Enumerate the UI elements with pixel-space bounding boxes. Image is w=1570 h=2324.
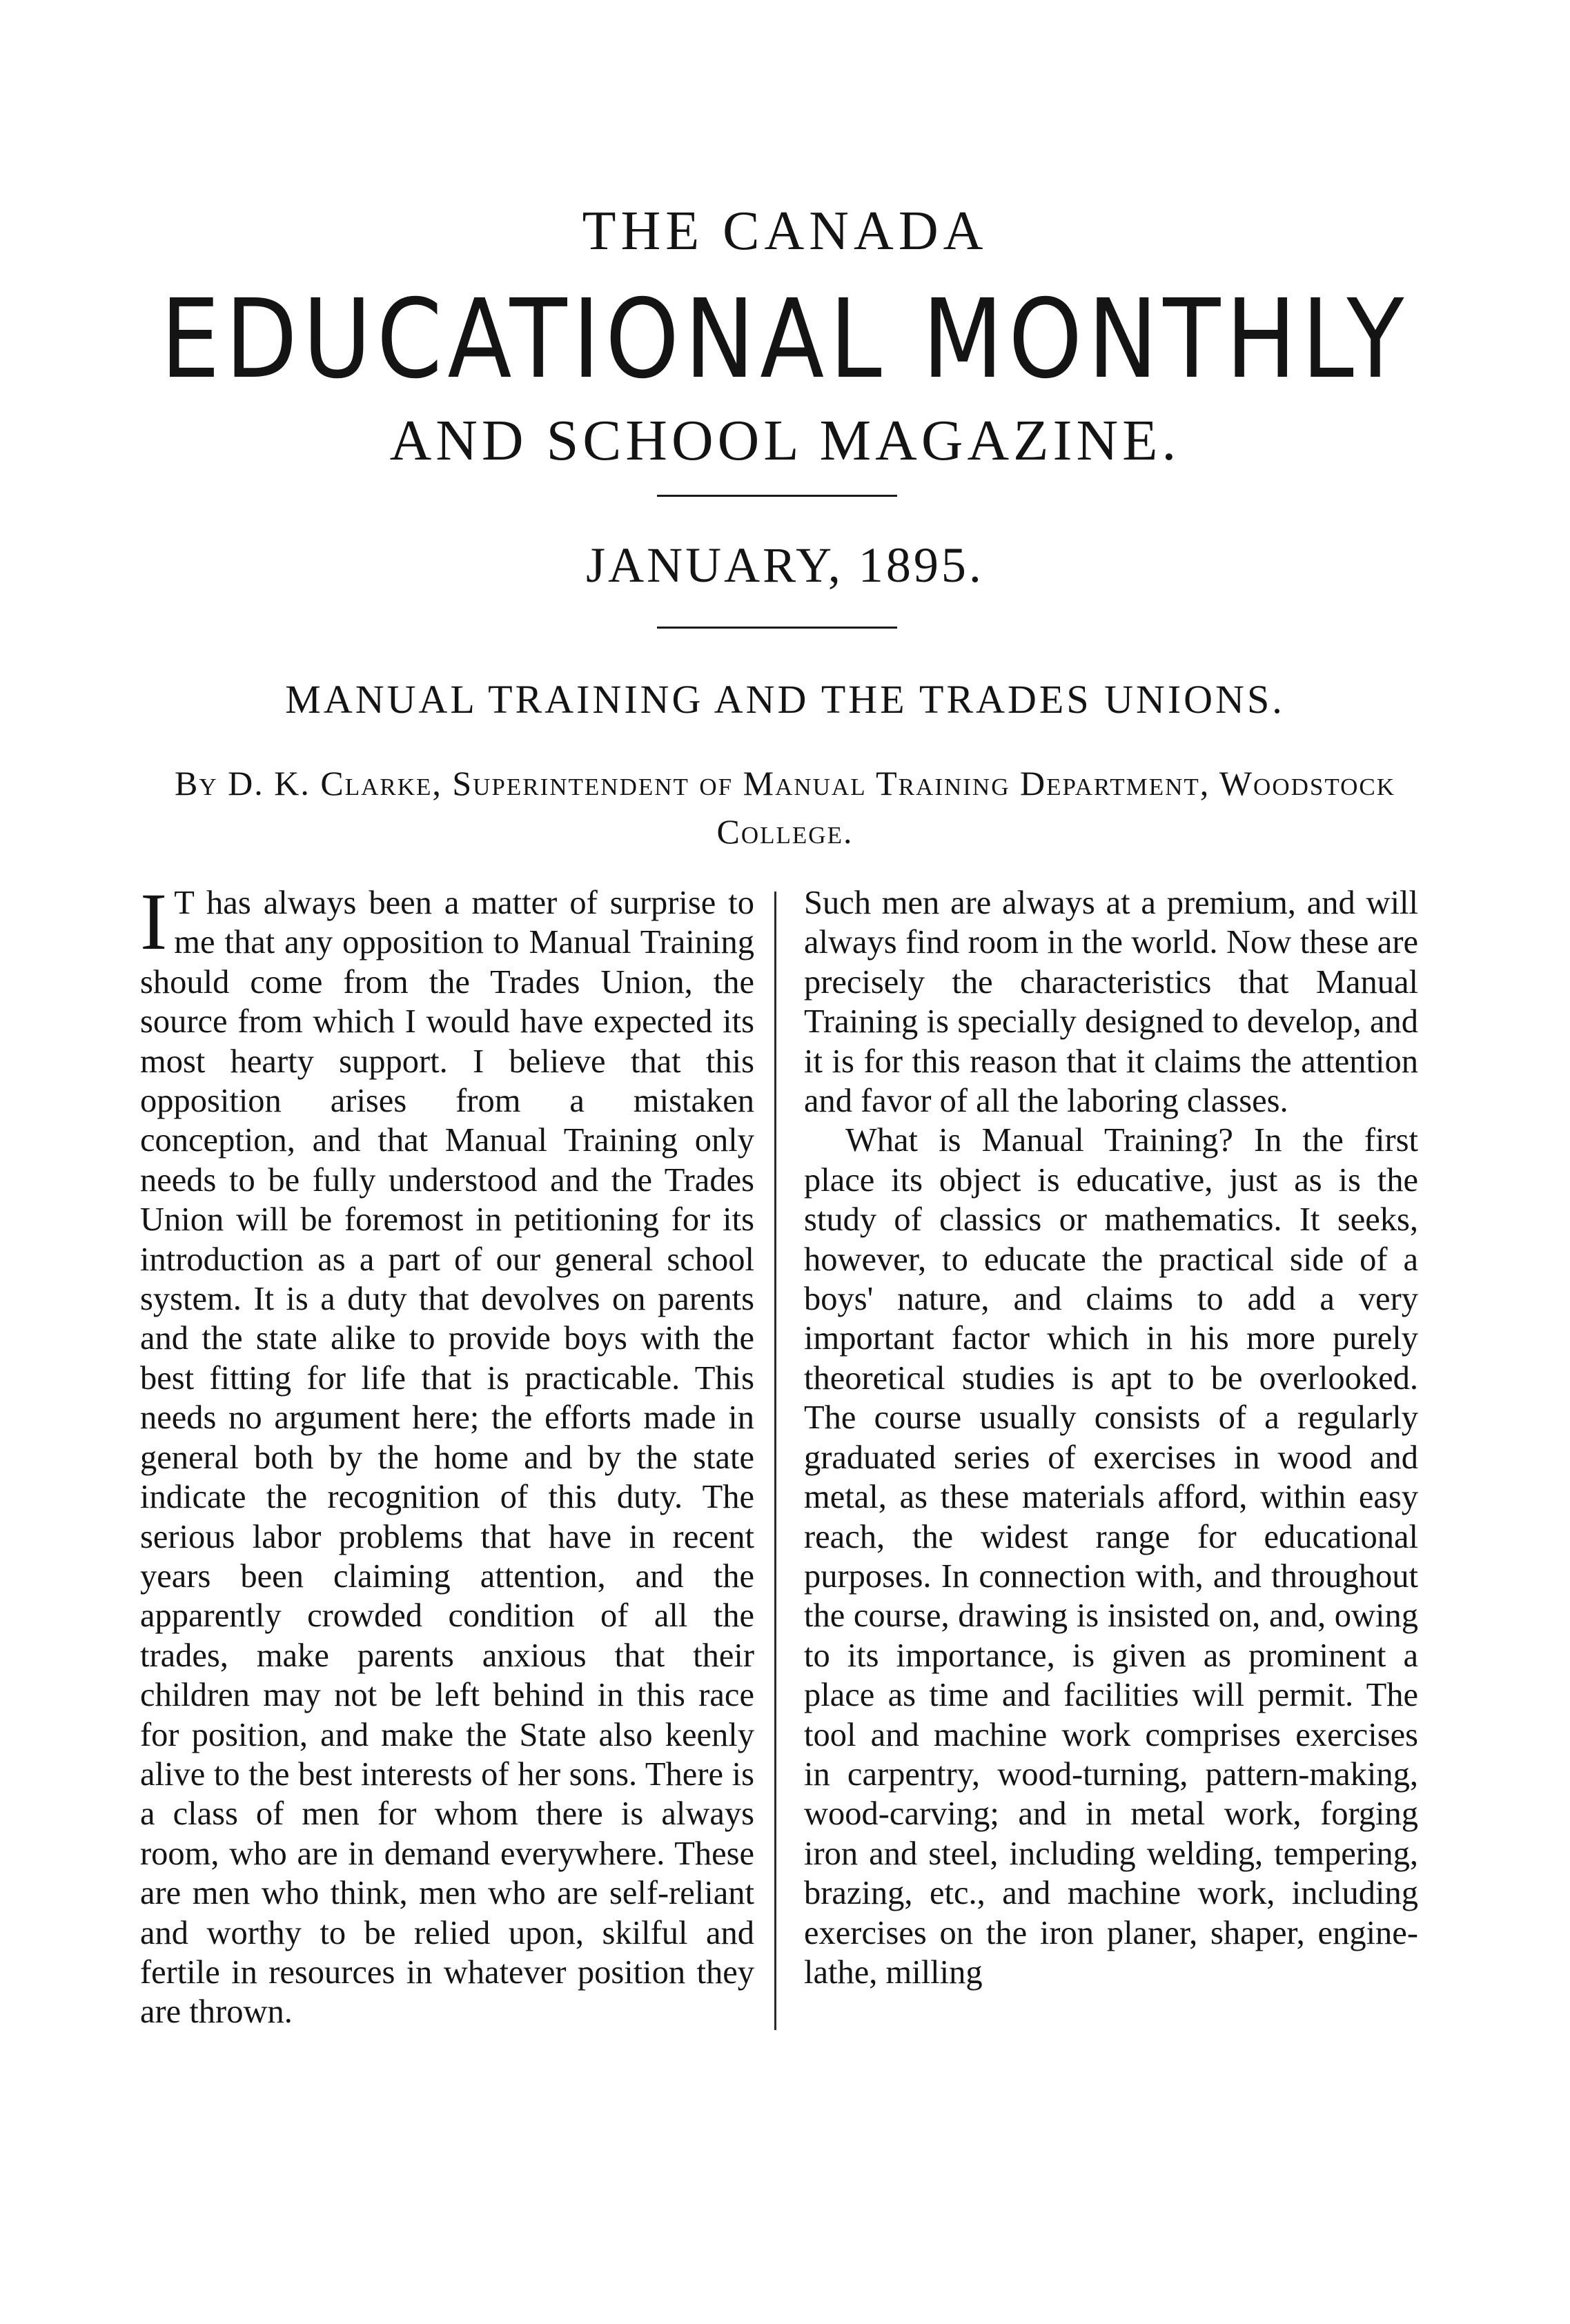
right-text-column xyxy=(804,883,1418,1992)
journal-pre-title: THE CANADA xyxy=(582,201,988,262)
journal-sub-title: AND SCHOOL MAGAZINE. xyxy=(389,408,1181,473)
article-byline: By D. K. Clarke, Superintendent of Manual Training Department, Woodstock College. xyxy=(175,764,1395,851)
issue-date: JANUARY, 1895. xyxy=(586,538,984,593)
drop-cap: I xyxy=(140,876,168,967)
right-paragraph-1: Such men are always at a premium, and will always find room in the world. Now these are precisely the characteristics that Manual Training is specially designed to develop, and it is for this reason that it claims the attention and favor of all the laboring classes. xyxy=(804,885,1418,1120)
left-text-column xyxy=(140,876,754,2032)
journal-main-title: EDUCATIONAL MONTHLY xyxy=(160,276,1410,403)
article-title: MANUAL TRAINING AND THE TRADES UNIONS. xyxy=(285,677,1285,722)
opening-paragraph xyxy=(140,876,754,2032)
header-divider-top xyxy=(657,495,897,497)
left-column-text: T has always been a matter of surprise to me that any opposition to Manual Training should come from the Trades Union, the source from which I would have expected its most hearty support. I believe that this opposition arises from a mistaken conception, and that Manual Training only needs to be fully understood and the Trades Union will be foremost in petitioning for its introduction as a part of our general school system. It is a duty that devolves on parents and the state alike to provide boys with the best fitting for life that is practicable. This needs no argument here; the efforts made in general both by the home and by the state indicate the recognition of this duty. The serious labor problems that have in recent years been claiming attention, and the apparently crowded condition of all the trades, make parents anxious that their children may not be left behind in this race for position, and make the State also keenly alive to the best interests of her sons. There is a class of men for whom there is always room, who are in demand everywhere. These are men who think, men who are self-reliant and worthy to be relied upon, skilful and fertile in resources in whatever position they are thrown. xyxy=(140,885,754,2031)
header-divider-bottom xyxy=(657,627,897,629)
column-divider xyxy=(774,892,776,2030)
right-paragraph-2: What is Manual Training? In the first place its object is educative, just as is the study of classics or mathematics. It seeks, however, to educate the practical side of a boys' nature, and claims to add a very important factor which in his more purely theoretical studies is apt to be overlooked. The course usually consists of a regularly graduated series of exercises in wood and metal, as these materials afford, within easy reach, the widest range for educational purposes. In connection with, and throughout the course, drawing is insisted on, and, owing to its importance, is given as prominent a place as time and facilities will permit. The tool and machine work comprises exercises in carpentry, wood-turning, pattern-making, wood-carving; and in metal work, forging iron and steel, including welding, tempering, brazing, etc., and machine work, including exercises on the iron planer, shaper, engine-lathe, milling xyxy=(804,1122,1418,1991)
